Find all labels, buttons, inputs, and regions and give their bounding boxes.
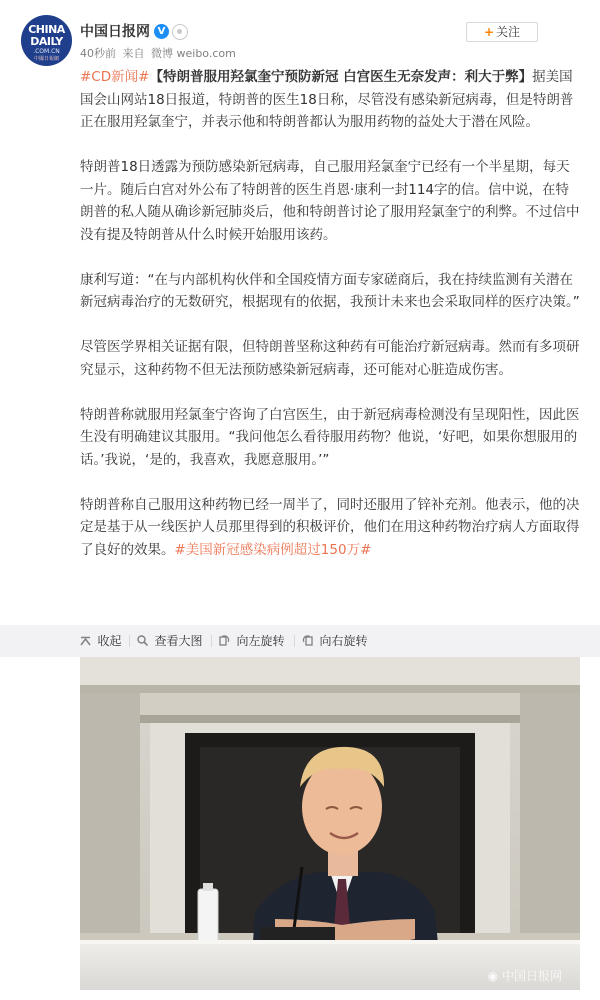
watermark-text: 中国日报网 [501,969,562,983]
post-headline: 【特朗普服用羟氯奎宁预防新冠 白宫医生无奈发声：利大于弊】 [149,69,533,85]
post-body [80,66,580,584]
avatar-logo-text: .COM.CN [33,48,60,55]
post-header [0,0,600,66]
post-paragraph [80,66,580,134]
photo-illustration [80,657,580,990]
post-paragraph: 康利写道：“在与内部机构伙伴和全国疫情方面专家磋商后，我在持续监测有关潜在新冠病毒治疗的无数研究，根据现有的依据，我预计未来也会采取同样的医疗决策。” [80,271,580,310]
collapse-icon [80,635,95,648]
avatar-logo-text: DAILY [30,35,63,48]
divider [211,635,212,647]
search-icon [137,635,152,648]
rotate-right-icon [302,635,317,648]
divider [129,635,130,647]
post-meta [80,47,239,61]
rotate-left-button[interactable] [219,633,285,650]
post-time[interactable]: 40秒前 [80,47,116,60]
follow-label: 关注 [496,25,521,39]
rotate-right-button[interactable] [302,633,368,650]
rotate-right-label: 向右旋转 [319,634,368,648]
divider [294,635,295,647]
post-text: 据美国国会山网站18日报道，特朗普的医生18日称，尽管没有感染新冠病毒，但是特朗普正在服用羟氯奎宁，并表示他和特朗普都认为服用药物的益处大于潜在风险。 [80,69,574,130]
avatar-logo-text: CHINA [28,23,65,36]
verified-icon: V [154,24,169,39]
avatar-logo-text: 中國日報網 [33,56,59,62]
plus-icon: + [483,25,495,39]
post-source[interactable]: 微博 weibo.com [151,47,236,60]
hashtag-link[interactable]: #CD新闻# [80,69,150,85]
post-photo[interactable] [80,657,580,990]
collapse-button[interactable] [80,633,122,650]
view-large-button[interactable] [137,633,203,650]
rotate-left-label: 向左旋转 [236,634,285,648]
post-paragraph: 尽管医学界相关证据有限，但特朗普坚称这种药有可能治疗新冠病毒。然而有多项研究显示，这种药物不但无法预防感染新冠病毒，还可能对心脏造成伤害。 [80,339,580,378]
hashtag-link[interactable]: #美国新冠感染病例超过150万# [174,541,372,558]
member-icon[interactable] [172,24,188,40]
account-name[interactable]: 中国日报网 [80,24,150,40]
collapse-label: 收起 [97,634,122,648]
post-paragraph [80,494,580,562]
post-paragraph: 特朗普称就服用羟氯奎宁咨询了白宫医生，由于新冠病毒检测没有呈现阳性，因此医生没有明确建议其服用。“我问他怎么看待服用药物？他说，‘好吧，如果你想服用的话。’我说，‘是的，我喜欢，我愿意服用。’” [80,406,580,468]
photo-watermark [488,968,562,984]
avatar[interactable] [21,15,72,66]
post-text: 特朗普称自己服用这种药物已经一周半了，同时还服用了锌补充剂。他表示，他的决定是基于从一线医护人员那里得到的积极评价，他们在用这种药物治疗病人方面取得了良好的效果。 [80,496,580,558]
post-paragraph: 特朗普18日透露为预防感染新冠病毒，自己服用羟氯奎宁已经有一个半星期，每天一片。随后白宫对外公布了特朗普的医生肖恩·康利一封114字的信。信中说，在特朗普的私人随从确诊新冠肺炎后，他和特朗普讨论了服用羟氯奎宁的利弊。不过信中没有提及特朗普从什么时候开始服用该药。 [80,159,580,243]
follow-button[interactable] [466,22,538,42]
view-large-label: 查看大图 [154,634,203,648]
weibo-icon: ◉ [487,969,499,983]
image-toolbar [0,625,600,657]
rotate-left-icon [219,635,234,648]
source-prefix: 来自 [122,47,145,60]
